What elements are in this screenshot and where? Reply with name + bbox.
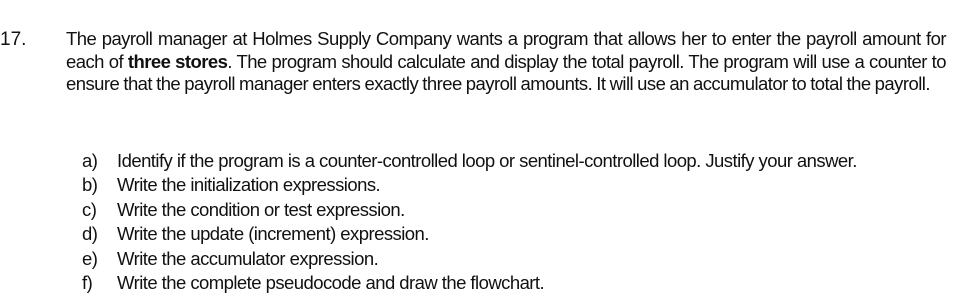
part-letter: c) [82, 198, 97, 220]
part-text: Write the condition or test expression. [117, 198, 405, 220]
part-item-f [82, 271, 857, 295]
part-item-a [82, 149, 857, 173]
part-item-b [82, 173, 857, 197]
part-item-c [82, 198, 857, 222]
part-text: Write the update (increment) expression. [117, 223, 429, 245]
part-item-d [82, 222, 857, 246]
part-item-e [82, 247, 857, 271]
part-text: Identify if the program is a counter-controlled loop or sentinel-controlled loop. Justify your answer. [117, 150, 857, 171]
stem-text-after: . The program should calculate and display the total payroll. The program will use a counter to ensure that the payroll manager enters exactly three payroll amounts. It will use an accumulator to total the payroll. [66, 50, 946, 94]
part-letter: a) [82, 150, 98, 171]
stem-bold-text: three stores [127, 50, 228, 72]
part-letter: e) [82, 247, 98, 269]
stem-text-before: The payroll manager at Holmes Supply Company wants a program that allows her to enter the payroll amount for each of [66, 28, 946, 72]
part-text: Write the complete pseudocode and draw the flowchart. [117, 272, 545, 294]
part-letter: d) [82, 223, 98, 245]
question-number: 17. [0, 29, 27, 50]
part-letter: b) [82, 174, 98, 196]
question-parts-list [82, 149, 857, 295]
question-stem [66, 28, 946, 96]
part-letter: f) [82, 272, 93, 294]
part-text: Write the initialization expressions. [117, 174, 381, 196]
part-text: Write the accumulator expression. [117, 247, 379, 269]
